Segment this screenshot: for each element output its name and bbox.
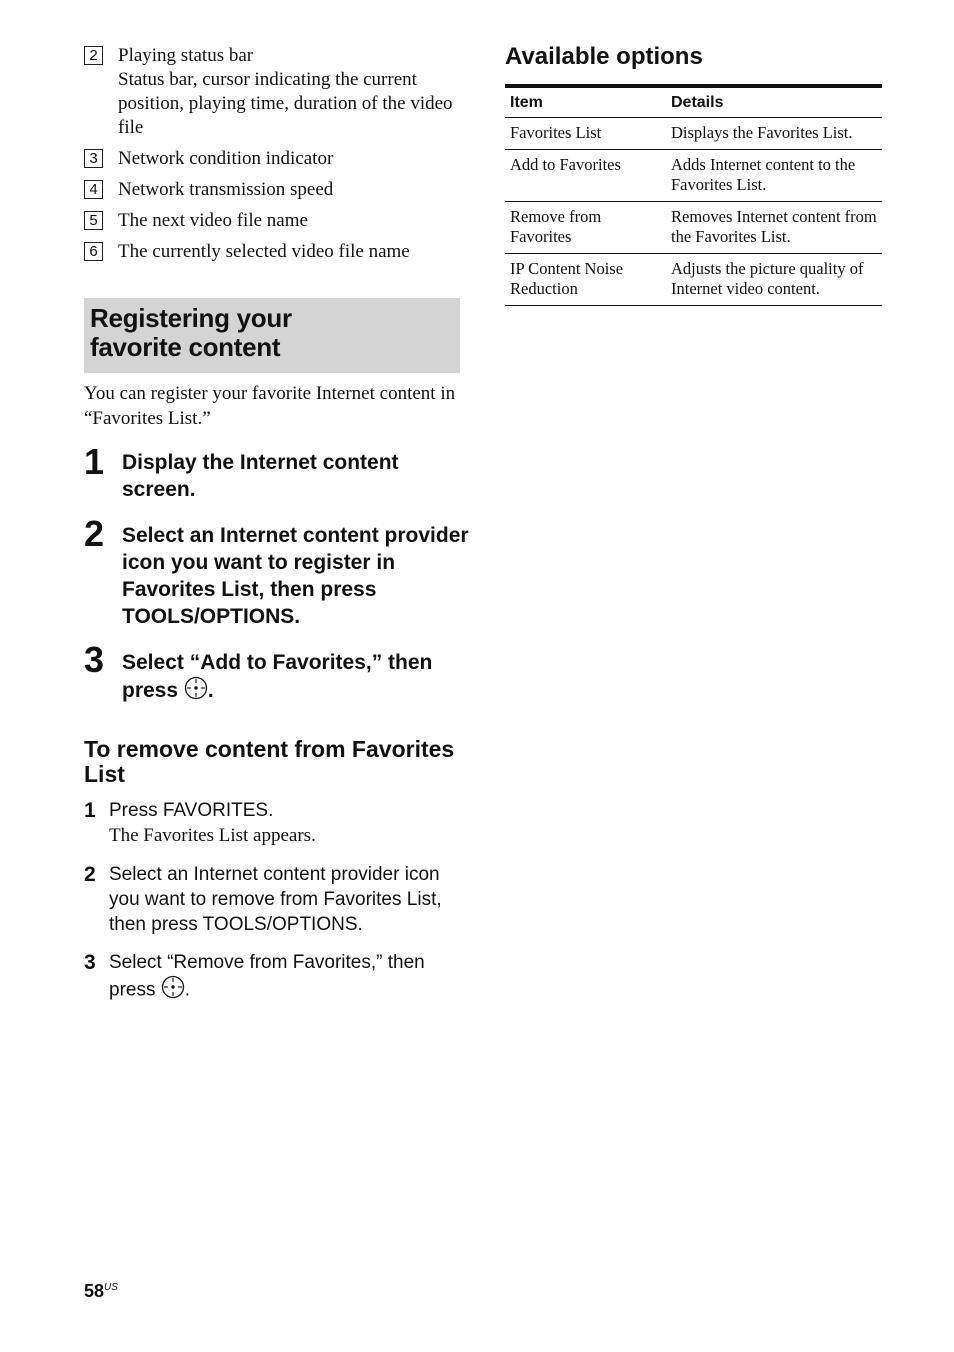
step-text: Select an Internet content provider icon you want to register in Favorites List, then press TOOLS/OPTIONS. (122, 524, 469, 628)
step-number: 3 (84, 639, 105, 680)
legend-number: 6 (84, 242, 103, 261)
step-number: 1 (84, 799, 96, 822)
legend-text: Network transmission speed (118, 179, 334, 200)
table-row (505, 118, 882, 150)
legend-list (84, 44, 460, 271)
legend-number: 3 (84, 149, 103, 168)
step-text (109, 798, 464, 848)
step-text-main: Select “Remove from Favorites,” then press (109, 952, 425, 1001)
table-row (505, 150, 882, 202)
legend-text: The next video file name (118, 210, 308, 231)
step-3 (84, 639, 474, 707)
legend-item (84, 147, 460, 171)
step-text: Select an Internet content provider icon you want to remove from Favorites List, then press TOOLS/OPTIONS. (109, 864, 442, 935)
details-cell: Displays the Favorites List. (666, 118, 882, 150)
step-number: 1 (84, 441, 105, 482)
table-row (505, 202, 882, 254)
options-heading: Available options (505, 43, 703, 70)
page-number (84, 1281, 118, 1302)
step-text: Display the Internet content screen. (122, 451, 399, 501)
step-subtext: The Favorites List appears. (109, 825, 316, 846)
column-header: Details (666, 86, 882, 118)
legend-text: Playing status bar Status bar, cursor indicating the current position, playing time, duration of the video file (118, 45, 453, 138)
table-row (505, 254, 882, 306)
legend-item (84, 240, 460, 264)
legend-text: The currently selected video file name (118, 241, 410, 262)
section-title: Registering your favorite content (90, 303, 292, 362)
legend-number: 2 (84, 46, 103, 65)
item-cell: IP Content Noise Reduction (505, 254, 666, 306)
legend-item (84, 178, 460, 202)
step-text (122, 649, 472, 707)
details-cell: Adds Internet content to the Favorites List. (666, 150, 882, 202)
table-header-row (505, 86, 882, 118)
details-cell: Adjusts the picture quality of Internet video content. (666, 254, 882, 306)
remove-heading: To remove content from Favorites List (84, 736, 455, 787)
legend-item (84, 209, 460, 233)
options-table (505, 84, 882, 306)
section-banner (84, 298, 460, 373)
enter-button-icon (161, 975, 185, 1006)
step-number: 3 (84, 951, 96, 974)
step-1 (84, 441, 474, 504)
page-region: US (104, 1282, 118, 1293)
legend-number: 4 (84, 180, 103, 199)
column-header: Item (505, 86, 666, 118)
page-number-value: 58 (84, 1281, 105, 1301)
step-text-main: Press FAVORITES. (109, 800, 274, 821)
step-text (109, 950, 464, 1006)
legend-text: Network condition indicator (118, 148, 334, 169)
section-intro: You can register your favorite Internet content in “Favorites List.” (84, 383, 456, 429)
step-number: 2 (84, 863, 96, 886)
step-text-end: . (184, 979, 191, 1001)
step-2 (84, 513, 474, 631)
item-cell: Add to Favorites (505, 150, 666, 202)
step-number: 2 (84, 513, 105, 554)
step-text-main: Select “Add to Favorites,” then press (122, 651, 433, 703)
item-cell: Favorites List (505, 118, 666, 150)
details-cell: Removes Internet content from the Favorites List. (666, 202, 882, 254)
enter-button-icon (184, 676, 208, 707)
legend-item (84, 44, 460, 140)
legend-number: 5 (84, 211, 103, 230)
step-text-end: . (207, 679, 214, 703)
item-cell: Remove from Favorites (505, 202, 666, 254)
